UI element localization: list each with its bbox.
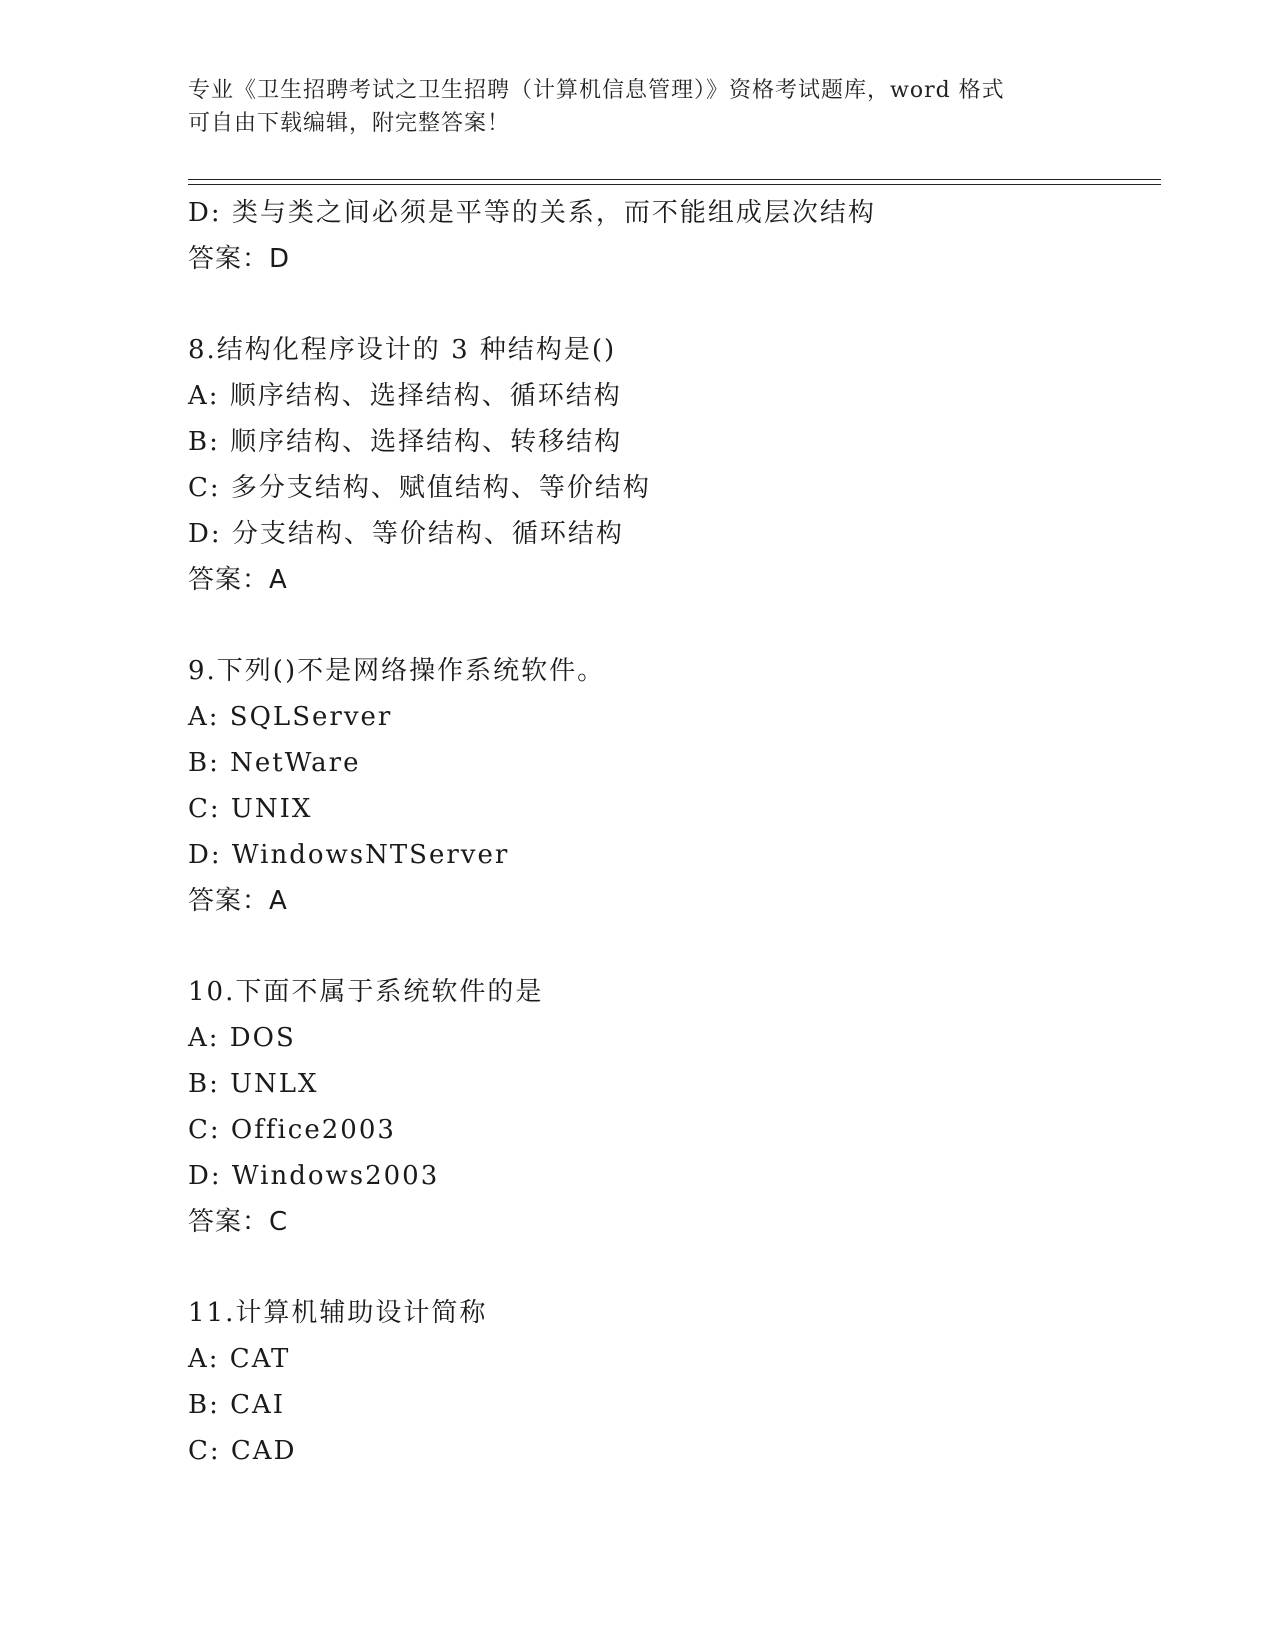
option-b: B: CAI bbox=[188, 1390, 286, 1420]
question-text: 10.下面不属于系统软件的是 bbox=[188, 977, 544, 1007]
option-d: D: WindowsNTServer bbox=[188, 840, 510, 870]
header-line-2: 可自由下载编辑，附完整答案！ bbox=[188, 111, 511, 136]
option-d: D: 类与类之间必须是平等的关系，而不能组成层次结构 bbox=[188, 198, 876, 228]
answer: 答案：A bbox=[188, 886, 288, 916]
option-d: D: 分支结构、等价结构、循环结构 bbox=[188, 519, 624, 549]
document-header bbox=[188, 74, 1088, 140]
answer: 答案：D bbox=[188, 244, 291, 274]
question-11 bbox=[188, 1290, 1168, 1474]
option-a: A: 顺序结构、选择结构、循环结构 bbox=[188, 381, 622, 411]
question-7-partial bbox=[188, 190, 1168, 282]
answer: 答案：A bbox=[188, 565, 288, 595]
option-c: C: CAD bbox=[188, 1436, 297, 1466]
header-divider-top bbox=[188, 179, 1161, 180]
question-list bbox=[188, 190, 1168, 1474]
question-8 bbox=[188, 327, 1168, 603]
question-text: 11.计算机辅助设计简称 bbox=[188, 1298, 488, 1328]
question-text: 9.下列()不是网络操作系统软件。 bbox=[188, 656, 606, 686]
question-10 bbox=[188, 969, 1168, 1245]
option-b: B: NetWare bbox=[188, 748, 361, 778]
option-d: D: Windows2003 bbox=[188, 1161, 440, 1191]
option-a: A: DOS bbox=[188, 1023, 296, 1053]
option-b: B: 顺序结构、选择结构、转移结构 bbox=[188, 427, 623, 457]
option-a: A: CAT bbox=[188, 1344, 291, 1374]
question-9 bbox=[188, 648, 1168, 924]
header-divider-bottom bbox=[188, 184, 1161, 185]
header-line-1: 专业《卫生招聘考试之卫生招聘（计算机信息管理）》资格考试题库，word 格式 bbox=[188, 78, 1005, 103]
option-b: B: UNLX bbox=[188, 1069, 319, 1099]
option-c: C: 多分支结构、赋值结构、等价结构 bbox=[188, 473, 651, 503]
question-text: 8.结构化程序设计的 3 种结构是() bbox=[188, 335, 617, 365]
option-c: C: Office2003 bbox=[188, 1115, 396, 1145]
answer: 答案：C bbox=[188, 1207, 289, 1237]
option-a: A: SQLServer bbox=[188, 702, 393, 732]
option-c: C: UNIX bbox=[188, 794, 313, 824]
